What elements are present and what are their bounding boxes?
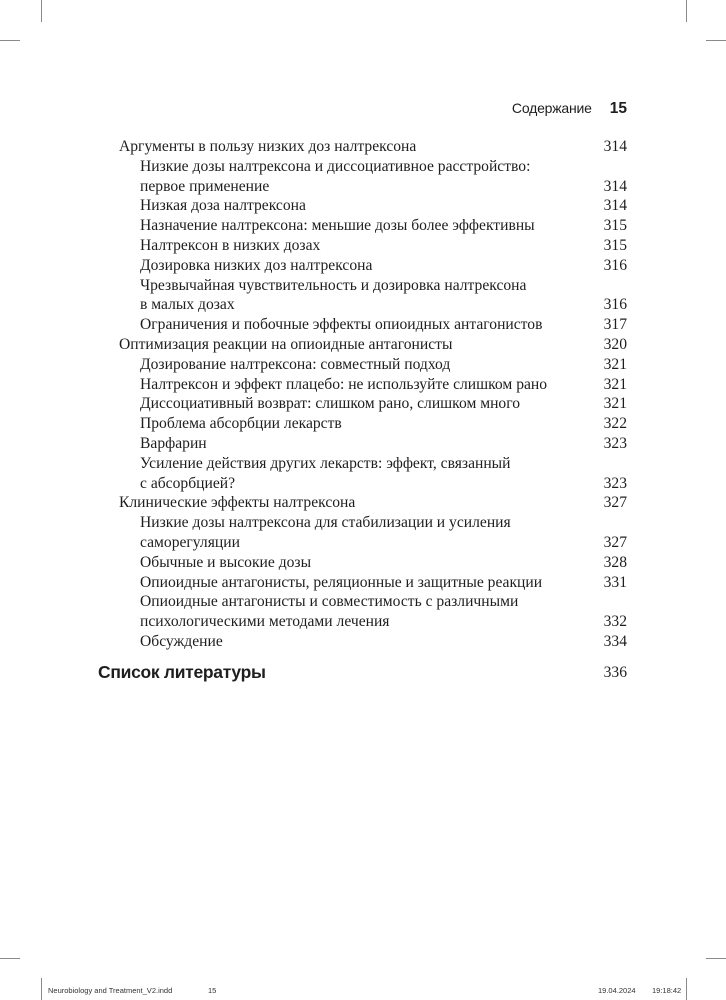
toc-entry [0, 493, 726, 513]
toc-entry [0, 513, 726, 553]
toc-entry-title: Обычные и высокие дозы [140, 553, 312, 571]
toc-entry [0, 315, 726, 335]
toc-entry-title: Низкая доза налтрексона [140, 197, 306, 215]
toc-entry [0, 276, 726, 316]
toc-entry-title: Низкие дозы налтрексона и диссоциативное расстройство: [140, 157, 531, 175]
toc-entry-title: в малых дозах [140, 296, 235, 314]
toc-entry-title: Варфарин [140, 434, 207, 452]
toc-entry-page: 332 [603, 613, 627, 631]
toc-entry-title: Диссоциативный возврат: слишком рано, слишком много [140, 395, 521, 413]
toc-entry-page: 327 [603, 533, 627, 551]
bibliography-entry [0, 662, 726, 686]
toc-entry [0, 632, 726, 652]
toc-entry [0, 236, 726, 256]
toc-entry-page: 315 [603, 217, 627, 235]
toc-entry-page: 321 [603, 355, 627, 373]
toc-entry-page: 315 [603, 236, 627, 254]
page-number: 15 [609, 100, 627, 117]
toc-entry-title: Чрезвычайная чувствительность и дозировка налтрексона [140, 276, 527, 294]
toc-entry-title: первое применение [140, 177, 270, 195]
crop-mark [706, 958, 726, 959]
toc-entry [0, 414, 726, 434]
toc-entry [0, 375, 726, 395]
toc-entry-page: 328 [603, 553, 627, 571]
crop-mark [0, 40, 20, 41]
toc-entry-title: Дозирование налтрексона: совместный подход [140, 355, 451, 373]
section-title: Содержание [511, 100, 592, 116]
toc-entry [0, 573, 726, 593]
toc-entry [0, 553, 726, 573]
table-of-contents [0, 137, 726, 652]
toc-entry-page: 316 [603, 296, 627, 314]
toc-entry [0, 335, 726, 355]
toc-entry-page: 321 [603, 395, 627, 413]
running-head [0, 100, 627, 118]
bibliography-title: Список литературы [98, 662, 266, 682]
crop-mark [41, 0, 42, 22]
toc-entry [0, 394, 726, 414]
toc-entry-title: Аргументы в пользу низких доз налтрексона [119, 138, 417, 155]
toc-entry-page: 334 [603, 632, 627, 650]
toc-entry-title: Обсуждение [140, 632, 223, 650]
toc-entry-page: 320 [603, 335, 627, 353]
toc-entry-page: 316 [603, 256, 627, 274]
toc-entry-title: психологическими методами лечения [140, 613, 390, 631]
toc-entry-title: Усиление действия других лекарств: эффект, связанный [140, 454, 511, 472]
toc-entry-page: 327 [603, 494, 627, 512]
toc-entry [0, 256, 726, 276]
crop-mark [686, 0, 687, 22]
toc-entry [0, 216, 726, 236]
toc-entry-title: с абсорбцией? [140, 474, 236, 492]
toc-entry-page: 323 [603, 474, 627, 492]
toc-entry-title: Налтрексон в низких дозах [140, 236, 321, 254]
toc-entry-page: 314 [603, 138, 627, 155]
toc-entry [0, 355, 726, 375]
print-slug [0, 986, 726, 998]
toc-entry [0, 592, 726, 632]
toc-entry-page: 317 [603, 316, 627, 334]
crop-mark [706, 40, 726, 41]
toc-entry-title: Дозировка низких доз налтрексона [140, 256, 373, 274]
toc-entry [0, 196, 726, 216]
bibliography-page: 336 [603, 664, 627, 681]
toc-entry-title: Назначение налтрексона: меньшие дозы более эффективны [140, 217, 535, 235]
toc-entry-title: Оптимизация реакции на опиоидные антагонисты [119, 335, 453, 353]
slug-date: 19.04.2024 [598, 986, 636, 995]
toc-entry-title: Низкие дозы налтрексона для стабилизации и усиления [140, 514, 511, 532]
slug-time: 19:18:42 [652, 986, 682, 995]
toc-entry-page: 331 [603, 573, 627, 591]
toc-entry-title: саморегуляции [140, 533, 240, 551]
toc-entry-page: 322 [603, 415, 627, 433]
toc-entry-title: Опиоидные антагонисты и совместимость с различными [140, 593, 519, 611]
toc-entry-title: Клинические эффекты налтрексона [119, 494, 356, 512]
slug-page: 15 [208, 986, 217, 995]
toc-entry-page: 314 [603, 197, 627, 215]
crop-mark [0, 958, 20, 959]
toc-entry [0, 157, 726, 197]
toc-entry-page: 321 [603, 375, 627, 393]
toc-entry-page: 314 [603, 177, 627, 195]
toc-entry-title: Ограничения и побочные эффекты опиоидных антагонистов [140, 316, 543, 334]
toc-entry-page: 323 [603, 434, 627, 452]
slug-filename: Neurobiology and Treatment_V2.indd [48, 986, 173, 995]
toc-entry [0, 434, 726, 454]
toc-entry-title: Проблема абсорбции лекарств [140, 415, 342, 433]
toc-entry-title: Налтрексон и эффект плацебо: не используйте слишком рано [140, 375, 548, 393]
toc-entry [0, 454, 726, 494]
toc-entry-title: Опиоидные антагонисты, реляционные и защитные реакции [140, 573, 543, 591]
toc-entry [0, 137, 726, 157]
